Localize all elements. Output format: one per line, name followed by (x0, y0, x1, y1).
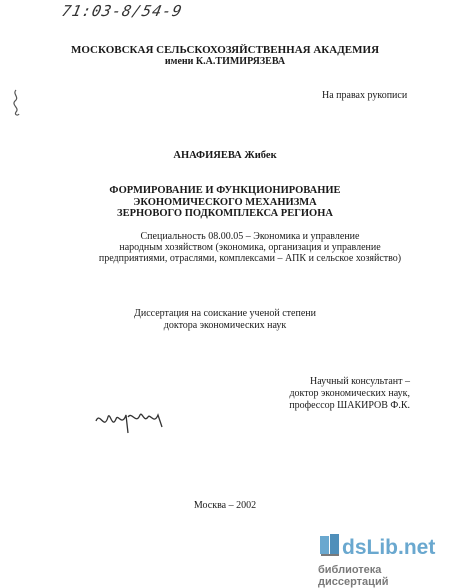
thesis-title-line: ЗЕРНОВОГО ПОДКОМПЛЕКСА РЕГИОНА (117, 208, 333, 219)
city-year: Москва – 2002 (193, 500, 257, 511)
dissertation-line: доктора экономических наук (163, 320, 287, 331)
academy-name: имени К.А.ТИМИРЯЗЕВА (164, 56, 286, 67)
specialty-line: народным хозяйством (экономика, организация и управление (119, 242, 381, 253)
dissertation-line: Диссертация на соискание ученой степени (134, 308, 316, 319)
advisor-line: профессор ШАКИРОВ Ф.К. (289, 400, 410, 411)
signature-icon (92, 403, 172, 444)
specialty-line: предприятиями, отраслями, комплексами – АПК и сельское хозяйство) (98, 253, 402, 264)
academy-title: МОСКОВСКАЯ СЕЛЬСКОХОЗЯЙСТВЕННАЯ АКАДЕМИЯ (70, 44, 380, 56)
rights-note: На правах рукописи (322, 90, 408, 101)
thesis-title-line: ФОРМИРОВАНИЕ И ФУНКЦИОНИРОВАНИЕ (109, 185, 341, 196)
advisor-line: Научный консультант – (310, 376, 410, 387)
specialty-line: Специальность 08.00.05 – Экономика и управление (140, 231, 360, 242)
thesis-title-line: ЭКОНОМИЧЕСКОГО МЕХАНИЗМА (133, 197, 317, 208)
catalog-number: 71:03-8/54-9 (60, 2, 185, 20)
book-logo-icon (318, 532, 342, 563)
handwritten-mark-icon (10, 88, 26, 123)
author-name: АНАФИЯЕВА Жибек (173, 150, 277, 161)
watermark-site[interactable]: dsLib.net (342, 536, 436, 559)
advisor-line: доктор экономических наук, (289, 388, 410, 399)
watermark-caption: библиотека диссертаций (318, 564, 389, 588)
